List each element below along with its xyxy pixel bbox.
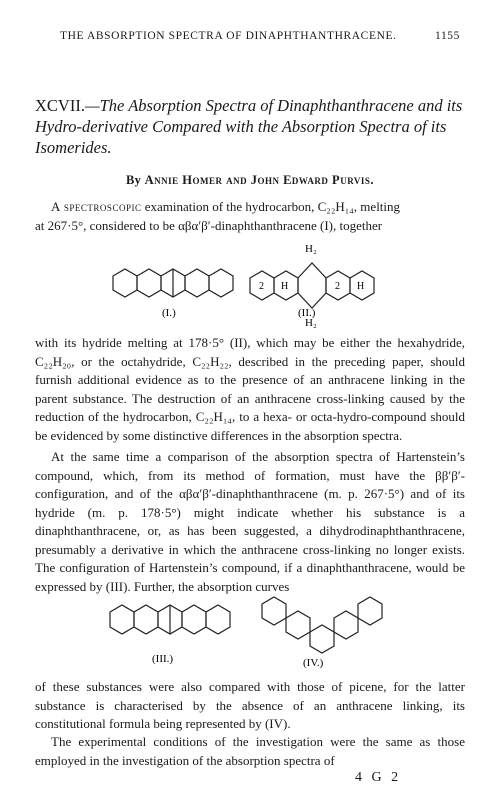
author-names: Annie Homer and John Edward Purvis. [144,173,375,187]
byline-by: By [125,173,142,187]
fig-II-ring-label-4: H [357,281,365,292]
fig-II-ring-label-2: H [281,281,289,292]
structure-III [110,605,230,634]
p1-line-2: at 267·5°, considered to be αβα′β′-dinaphthanthracene (I), together [35,218,383,233]
fig-II-ring-label-3: 2 [335,281,340,292]
article-number: XCVII. [35,96,85,115]
structure-I-ring-1 [113,269,137,297]
author-line [35,173,465,188]
paragraph-1-continued: with its hydride melting at 178·5° (II), which may be either the hexahydride, C₂₂H₂₀, or the octahydride, C₂₂H₂₂, described in the preceding paper, should furnish additional evidence as to the presence of an anthracene linking in the parent substance. The destruction of an anthracene cross-linking caused by the reduction of the hydrocarbon, C₂₂H₁₄, to a hexa- or octa-hydro-compound should be evidenced by some distinctive differences in the absorption spectra. [35,335,465,443]
fig-I-label: (I.) [162,307,176,319]
structure-II [250,263,374,308]
fig-IV-label: (IV.) [303,657,324,669]
fig-II-bottom-h2: H₂ [305,317,317,329]
fig-II-label: (II.) [298,307,316,319]
structure-IV-ring-1 [262,597,286,625]
structure-IV-ring-5 [358,597,382,625]
structure-I-ring-2 [137,269,161,297]
article-title-text: —The Absorption Spectra of Dinaphthanthracene and its Hydro-derivative Compared with the Absorption Spectra of its Isomerides. [35,96,463,157]
p1-line-1: examination of the hydrocarbon, C₂₂H₁₄, melting [144,199,401,214]
structure-II-ring-3 [298,263,326,308]
structure-III-ring-1 [110,605,134,634]
structure-I [113,269,233,297]
formula-figures-3-4 [0,596,500,678]
fig-III-label: (III.) [152,653,174,665]
paragraph-3: of these substances were also compared with those of picene, for the latter substance is characterised by the absence of an anthracene linking, its constitutional formula being represented by (IV). [35,679,465,731]
structure-I-ring-4 [185,269,209,297]
structure-III-ring-5 [206,605,230,634]
article-title [35,95,465,158]
page-number: 1155 [435,30,460,42]
structure-IV-ring-3 [310,625,334,653]
lead-word: A spectroscopic [51,199,142,214]
structure-I-ring-5 [209,269,233,297]
running-title: THE ABSORPTION SPECTRA OF DINAPHTHANTHRACENE. [60,30,397,42]
structure-III-ring-4 [182,605,206,634]
fig-II-ring-label-1: 2 [259,281,264,292]
running-header [60,30,460,42]
structure-IV-ring-4 [334,611,358,639]
formula-figures-1-2 [0,236,500,334]
paragraph-2: At the same time a comparison of the absorption spectra of Hartenstein’s compound, which, from its method of formation, must have the ββ′β′-configuration, and of the αβα′β′-dinaphthanthracene (m. p. 267·5°) and of its hydride (m. p. 178·5°) might indicate whether his substance is a dinaphthanthracene, or, as has been suggested, a dihydrodinaphthanthracene, presumably a derivative in which the anthracene cross-linking no longer exists. The configuration of Hartenstein’s compound, if a dinaphthanthracene, would be expressed by (III). Further, the absorption curves [35,449,465,594]
paragraph-4: The experimental conditions of the investigation were the same as those employed in the investigation of the absorption spectra of [35,734,465,768]
structure-III-ring-2 [134,605,158,634]
structure-IV [262,597,382,653]
fig-II-top-h2: H₂ [305,243,317,255]
signature-mark: 4 G 2 [355,770,402,785]
paragraph-1-start [35,197,465,235]
structure-IV-ring-2 [286,611,310,639]
